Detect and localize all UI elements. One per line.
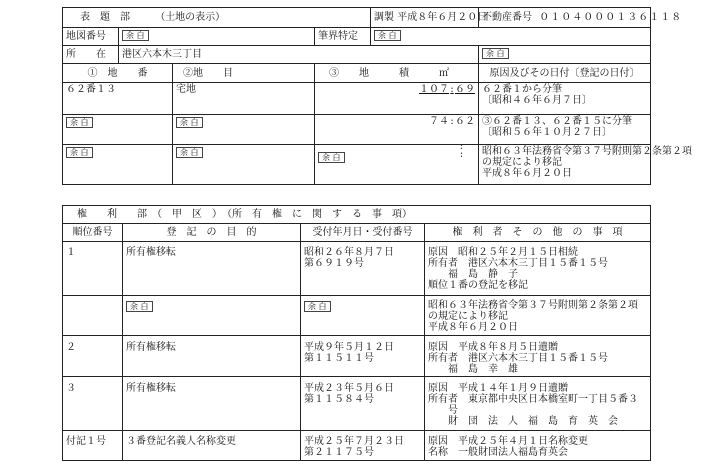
chizu-row <box>63 28 651 46</box>
chosei-label: 調製 <box>374 12 395 23</box>
receipt-number: 第６９１９号 <box>304 258 364 269</box>
matters-line: 福 島 幸 雄 <box>428 364 518 375</box>
purpose-cell: ３番登記名義人名称変更 <box>123 431 301 461</box>
matters-cell <box>425 377 651 431</box>
receipt-cell <box>301 431 425 461</box>
yohaku-stamp: 余 白 <box>176 147 203 158</box>
hikkai-label: 筆界特定 <box>315 28 371 46</box>
col-chiban-header: ① 地 番 <box>63 64 173 83</box>
matters-line: 財 団 法 人 福 島 育 英 会 <box>428 416 618 427</box>
chiban-value: ６２番１３ <box>66 84 116 95</box>
yohaku-stamp: 余 白 <box>66 117 93 128</box>
yohaku-stamp: 余 白 <box>304 301 331 312</box>
receipt-date: 昭和２６年８月７日 <box>304 247 394 258</box>
matters-cell <box>425 336 651 377</box>
cause-line: 昭和６３年法務省令第３７号附則第２条第２項 <box>482 146 693 157</box>
shozai-label: 所 在 <box>63 46 119 64</box>
chimoku-cell <box>173 145 315 185</box>
matters-line: 福 島 静 子 <box>428 269 518 280</box>
purpose-cell: 所有権移転 <box>123 242 301 296</box>
hyodai-row-1 <box>63 83 651 115</box>
kenri-row-2 <box>63 296 651 336</box>
receipt-cell <box>301 336 425 377</box>
col-juni-header: 順位番号 <box>63 224 123 242</box>
yohaku-stamp: 余 白 <box>482 48 509 59</box>
hyodai-table <box>62 7 693 185</box>
purpose-cell <box>123 296 301 336</box>
matters-line: 原因 平成８年８月５日遺贈 <box>428 342 558 353</box>
chiban-cell <box>63 83 173 115</box>
matters-line: 昭和６３年法務省令第３７号附則第２条第２項 <box>428 300 638 311</box>
cause-line: ③６２番１３、６２番１５に分筆 <box>482 116 633 127</box>
receipt-number: 第２１１７５号 <box>304 447 374 458</box>
receipt-date: 平成２５年７月２３日 <box>304 436 404 447</box>
chiseki-cell: １０７:６９ <box>315 83 479 115</box>
hyodai-section-title: 表 題 部 <box>80 12 130 23</box>
juni-cell: ２ <box>63 336 123 377</box>
col-chiseki-header: ③ 地 積 ㎡ <box>315 64 479 83</box>
matters-line: の規定により移記 <box>428 311 508 322</box>
matters-line: 所有者 東京都中央区日本橋室町一丁目５番３ <box>428 394 638 405</box>
col-matters-header: 権 利 者 そ の 他 の 事 項 <box>425 224 651 242</box>
receipt-number: 第１１５８４号 <box>304 394 374 405</box>
fudosan-cell <box>479 8 683 28</box>
hyodai-section-sub: （土地の表示） <box>155 12 226 23</box>
matters-line: 原因 昭和２５年２月１５日相続 <box>428 247 578 258</box>
kenri-row-3 <box>63 336 651 377</box>
matters-line: 号 <box>428 405 458 416</box>
hyodai-row-3 <box>63 145 651 185</box>
matters-line: 平成８年６月２０日 <box>428 322 518 333</box>
yohaku-stamp: 余 白 <box>176 117 203 128</box>
purpose-cell: 所有権移転 <box>123 336 301 377</box>
receipt-date: 平成９年５月１２日 <box>304 342 394 353</box>
matters-cell <box>425 296 651 336</box>
chiseki-cell: 余 白 : : <box>315 145 479 185</box>
chiban-cell <box>63 145 173 185</box>
matters-line: 名称 一般財団法人福島育英会 <box>428 447 568 458</box>
chosei-cell <box>371 8 488 28</box>
matters-line: 原因 平成２５年４月１日名称変更 <box>428 436 588 447</box>
chimoku-value: 宅地 <box>176 84 196 95</box>
cause-cell <box>479 83 651 115</box>
fudosan-value: ０１０４０００１３６１１８ <box>539 12 683 23</box>
receipt-date: 平成２３年５月６日 <box>304 383 394 394</box>
matters-line: 所有者 港区六本木三丁目１５番１５号 <box>428 258 608 269</box>
kenri-row-1 <box>63 242 651 296</box>
cause-line: の規定により移記 <box>482 157 563 168</box>
yohaku-stamp: 余 白 <box>122 30 149 41</box>
yohaku-stamp: 余 白 <box>66 147 93 158</box>
juni-cell <box>63 296 123 336</box>
fudosan-label: 不動産番号 <box>482 12 533 23</box>
matters-cell <box>425 431 651 461</box>
cause-cell <box>479 115 651 145</box>
yohaku-stamp: 余 白 <box>374 30 401 41</box>
hyodai-row-2 <box>63 115 651 145</box>
col-chimoku-header: ②地 目 <box>173 64 315 83</box>
chiseki-cell: ７４:６２ <box>315 115 479 145</box>
chosei-value: 平成８年６月２０日 <box>397 12 488 23</box>
chizu-label: 地図番号 <box>63 28 119 46</box>
cause-line: 平成８年６月２０日 <box>482 168 573 179</box>
shozai-row <box>63 46 651 64</box>
col-receipt-header: 受付年月日・受付番号 <box>301 224 425 242</box>
matters-line: 所有者 港区六本木三丁目１５番１５号 <box>428 353 608 364</box>
cause-line: 〔昭和４６年６月７日〕 <box>482 95 593 106</box>
cause-line: 〔昭和５６年１０月２７日〕 <box>482 127 613 138</box>
receipt-number: 第１１５１１号 <box>304 353 374 364</box>
purpose-cell: 所有権移転 <box>123 377 301 431</box>
chiseki-int: １０７ <box>419 84 450 95</box>
chiban-cell <box>63 115 173 145</box>
col-cause-header: 原因及びその日付〔登記の日付〕 <box>479 64 651 83</box>
shozai-yohaku-cell <box>479 46 651 64</box>
kenri-section-title: 権 利 部 （ 甲 区 ） （所 有 権 に 関 す る 事 項） <box>63 206 651 224</box>
receipt-cell <box>301 377 425 431</box>
receipt-cell <box>301 296 425 336</box>
kenri-row-5 <box>63 431 651 461</box>
kenri-table <box>62 205 651 461</box>
matters-line: 順位１番の登記を移記 <box>428 280 528 291</box>
chiseki-int: ７４ <box>429 116 450 127</box>
matters-cell <box>425 242 651 296</box>
col-purpose-header: 登 記 の 目 的 <box>123 224 301 242</box>
juni-cell: ３ <box>63 377 123 431</box>
kenri-colhead-row <box>63 224 651 242</box>
hyodai-title-cell <box>63 8 371 28</box>
kenri-row-4 <box>63 377 651 431</box>
juni-cell: 付記１号 <box>63 431 123 461</box>
chiseki-dec: ６９ <box>455 84 476 95</box>
kenri-header-row <box>63 206 651 224</box>
hikkai-value-cell <box>371 28 651 46</box>
cause-line: ６２番１から分筆 <box>482 84 563 95</box>
chizu-value-cell <box>119 28 315 46</box>
matters-line: 原因 平成１４年１月９日遺贈 <box>428 383 568 394</box>
chimoku-cell <box>173 83 315 115</box>
yohaku-stamp: 余 白 <box>318 152 345 163</box>
hyodai-header-row <box>63 8 651 28</box>
chiseki-dec: ６２ <box>455 116 476 127</box>
chimoku-cell <box>173 115 315 145</box>
receipt-cell <box>301 242 425 296</box>
juni-cell: １ <box>63 242 123 296</box>
shozai-value: 港区六本木三丁目 <box>119 46 479 64</box>
cause-cell <box>479 145 693 185</box>
yohaku-stamp: 余 白 <box>126 301 153 312</box>
hyodai-colhead-row <box>63 64 651 83</box>
